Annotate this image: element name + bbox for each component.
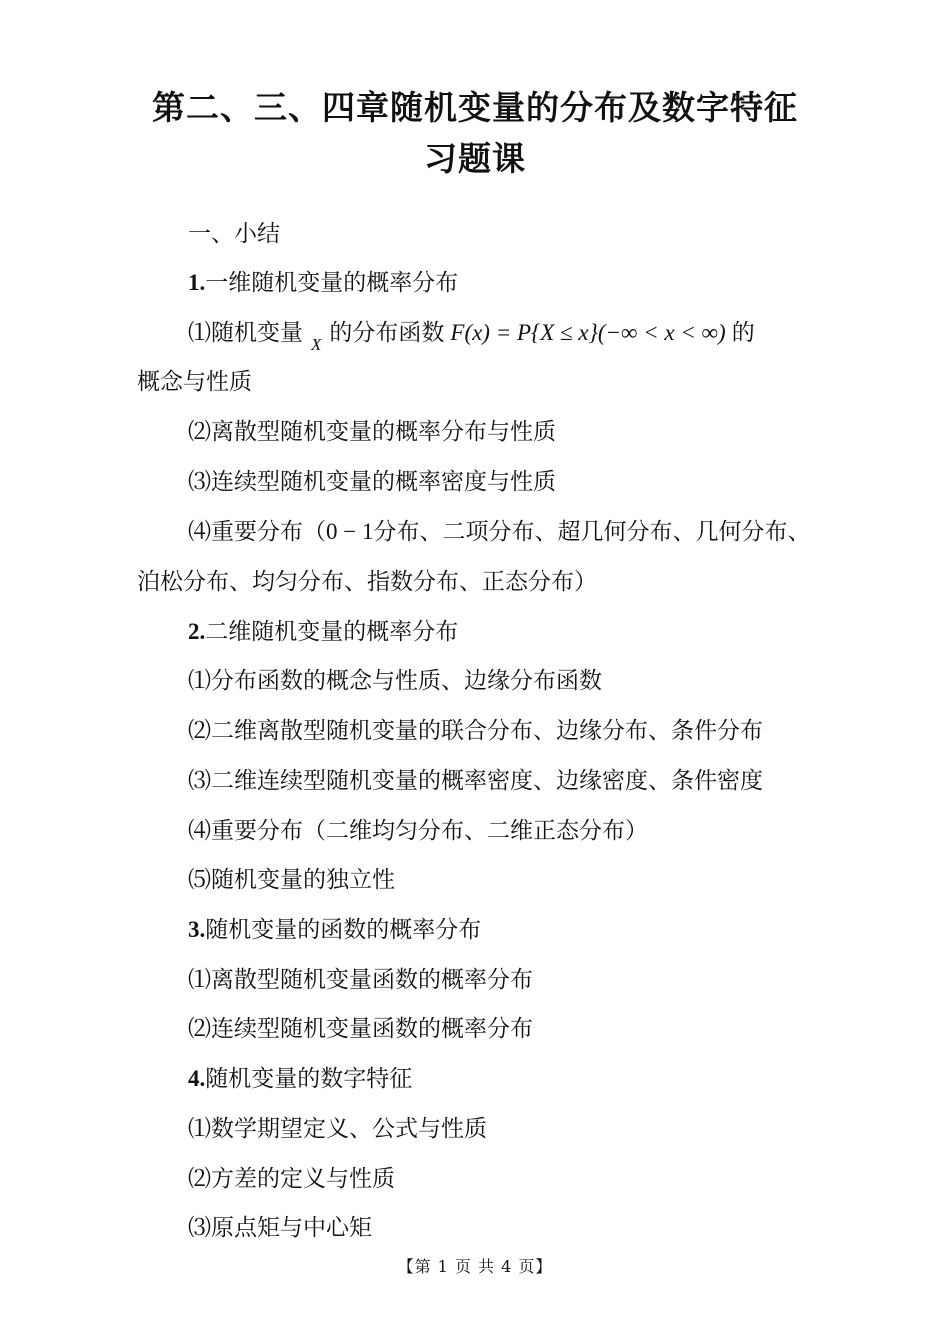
subsection-2-title: 二维随机变量的概率分布 bbox=[205, 619, 459, 645]
item-1-1-suffix: 的 bbox=[731, 320, 755, 346]
zero-one-math: 0 − 1 bbox=[326, 519, 374, 544]
subsection-2-number: 2. bbox=[188, 619, 206, 644]
subsection-3-number: 3. bbox=[188, 917, 206, 942]
item-2-1: ⑴分布函数的概念与性质、边缘分布函数 bbox=[188, 668, 602, 694]
item-1-1-middle: 的分布函数 bbox=[329, 320, 445, 346]
item-1-4-continuation: 泊松分布、均匀分布、指数分布、正态分布） bbox=[137, 569, 597, 595]
item-4-1: ⑴数学期望定义、公式与性质 bbox=[188, 1116, 487, 1142]
subsection-3-title: 随机变量的函数的概率分布 bbox=[205, 917, 482, 943]
page-subtitle: 习题课 bbox=[424, 139, 526, 178]
section-heading: 一、小结 bbox=[188, 221, 280, 247]
subsection-4-number: 4. bbox=[188, 1066, 206, 1091]
item-4-3: ⑶原点矩与中心矩 bbox=[188, 1215, 372, 1241]
subsection-4-title: 随机变量的数字特征 bbox=[205, 1066, 413, 1092]
subsection-4-heading bbox=[0, 1064, 950, 1094]
distribution-function-formula: F(x) = P{X ≤ x}(−∞ < x < ∞) bbox=[450, 320, 726, 345]
item-4-2: ⑵方差的定义与性质 bbox=[188, 1166, 395, 1192]
subsection-3-heading bbox=[0, 915, 950, 945]
subsection-1-number: 1. bbox=[188, 270, 206, 295]
item-1-2: ⑵离散型随机变量的概率分布与性质 bbox=[188, 419, 556, 445]
item-3-1: ⑴离散型随机变量函数的概率分布 bbox=[188, 967, 533, 993]
item-2-2: ⑵二维离散型随机变量的联合分布、边缘分布、条件分布 bbox=[188, 718, 763, 744]
item-1-4-suffix: 分布、二项分布、超几何分布、几何分布、 bbox=[373, 519, 811, 545]
page-title: 第二、三、四章随机变量的分布及数字特征 bbox=[152, 88, 798, 127]
item-1-1-continuation: 概念与性质 bbox=[137, 369, 252, 395]
page-footer: 【第 1 页 共 4 页】 bbox=[397, 1257, 553, 1276]
item-3-2: ⑵连续型随机变量函数的概率分布 bbox=[188, 1016, 533, 1042]
item-1-4 bbox=[0, 517, 950, 547]
subsection-1-title: 一维随机变量的概率分布 bbox=[205, 270, 459, 296]
item-1-3: ⑶连续型随机变量的概率密度与性质 bbox=[188, 469, 556, 495]
item-2-5: ⑸随机变量的独立性 bbox=[188, 867, 395, 893]
item-1-1-prefix: ⑴随机变量 bbox=[188, 320, 303, 346]
variable-x: X bbox=[311, 335, 322, 354]
item-1-4-prefix: ⑷重要分布（ bbox=[188, 519, 326, 545]
subsection-1-heading bbox=[0, 268, 950, 298]
subsection-2-heading bbox=[0, 617, 950, 647]
item-2-3: ⑶二维连续型随机变量的概率密度、边缘密度、条件密度 bbox=[188, 768, 763, 794]
item-1-1 bbox=[0, 318, 950, 354]
item-2-4: ⑷重要分布（二维均匀分布、二维正态分布） bbox=[188, 818, 648, 844]
